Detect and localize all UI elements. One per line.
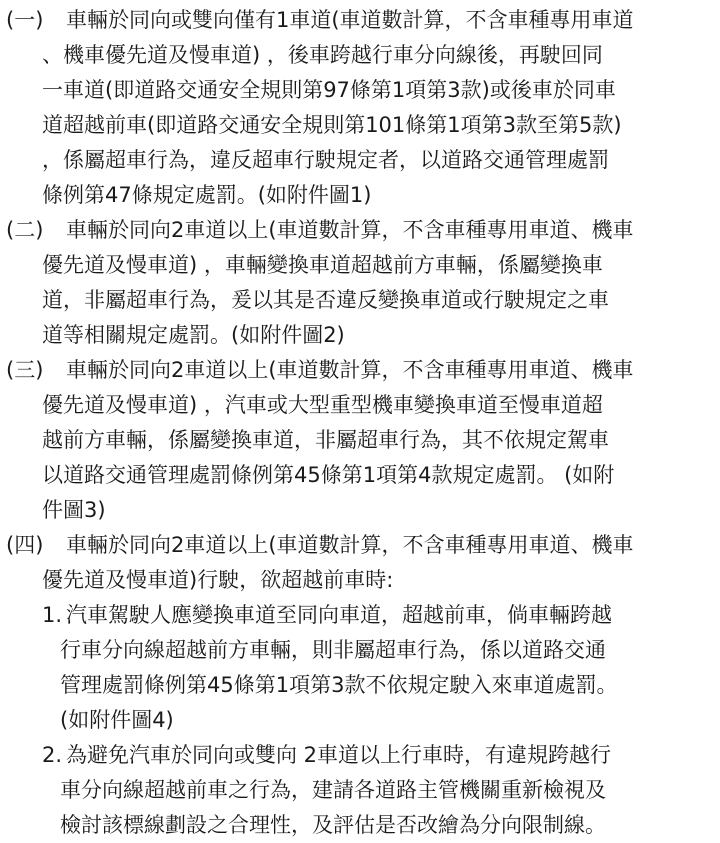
- section-2-line: 道，非屬超車行為，爰以其是否違反變換車道或行駛規定之車: [42, 288, 609, 312]
- section-4-line: 優先道及慢車道)行駛，欲超越前車時:: [42, 568, 394, 592]
- section-3-line: 車輛於同向2車道以上(車道數計算，不含車種專用車道、機車: [66, 358, 634, 382]
- item-number: 2.: [42, 743, 63, 767]
- item-line: (如附件圖4): [60, 708, 174, 732]
- section-4-marker: (四): [6, 533, 44, 557]
- section-1-line: 條例第47條規定處罰。(如附件圖1): [42, 183, 372, 207]
- section-2-line: 道等相關規定處罰。(如附件圖2): [42, 323, 345, 347]
- section-1-line: 一車道(即道路交通安全規則第97條第1項第3款)或後車於同車: [42, 78, 616, 102]
- section-2-marker: (二): [6, 218, 44, 242]
- section-1-line: 車輛於同向或雙向僅有1車道(車道數計算，不含車種專用車道: [66, 8, 634, 32]
- section-1-line: 、機車優先道及慢車道) ，後車跨越行車分向線後，再駛回同: [42, 43, 603, 67]
- item-line: 行車分向線超越前方車輛，則非屬超車行為，係以道路交通: [60, 638, 606, 662]
- section-3-line: 件圖3): [42, 498, 106, 522]
- section-4-line: 車輛於同向2車道以上(車道數計算，不含車種專用車道、機車: [66, 533, 634, 557]
- item-line: 汽車駕駛人應變換車道至同向車道，超越前車，倘車輛跨越: [66, 603, 612, 627]
- section-3-line: 優先道及慢車道) ，汽車或大型重型機車變換車道至慢車道超: [42, 393, 603, 417]
- section-3-line: 以道路交通管理處罰條例第45條第1項第4款規定處罰。 (如附: [42, 463, 615, 487]
- item-number: 1.: [42, 603, 63, 627]
- section-1-line: 道超越前車(即道路交通安全規則第101條第1項第3款至第5款): [42, 113, 622, 137]
- section-2-line: 車輛於同向2車道以上(車道數計算，不含車種專用車道、機車: [66, 218, 634, 242]
- section-3-marker: (三): [6, 358, 44, 382]
- item-line: 為避免汽車於同向或雙向 2車道以上行車時，有違規跨越行: [66, 743, 612, 767]
- item-line: 管理處罰條例第45條第1項第3款不依規定駛入來車道處罰。: [60, 673, 618, 697]
- item-line: 車分向線超越前車之行為，建請各道路主管機關重新檢視及: [60, 778, 606, 802]
- section-1-line: ，係屬超車行為，違反超車行駛規定者，以道路交通管理處罰: [42, 148, 609, 172]
- section-1-marker: (一): [6, 8, 44, 32]
- section-2-line: 優先道及慢車道) ，車輛變換車道超越前方車輛，係屬變換車: [42, 253, 603, 277]
- section-3-line: 越前方車輛，係屬變換車道，非屬超車行為，其不依規定駕車: [42, 428, 609, 452]
- item-line: 檢討該標線劃設之合理性，及評估是否改繪為分向限制線。: [60, 813, 606, 837]
